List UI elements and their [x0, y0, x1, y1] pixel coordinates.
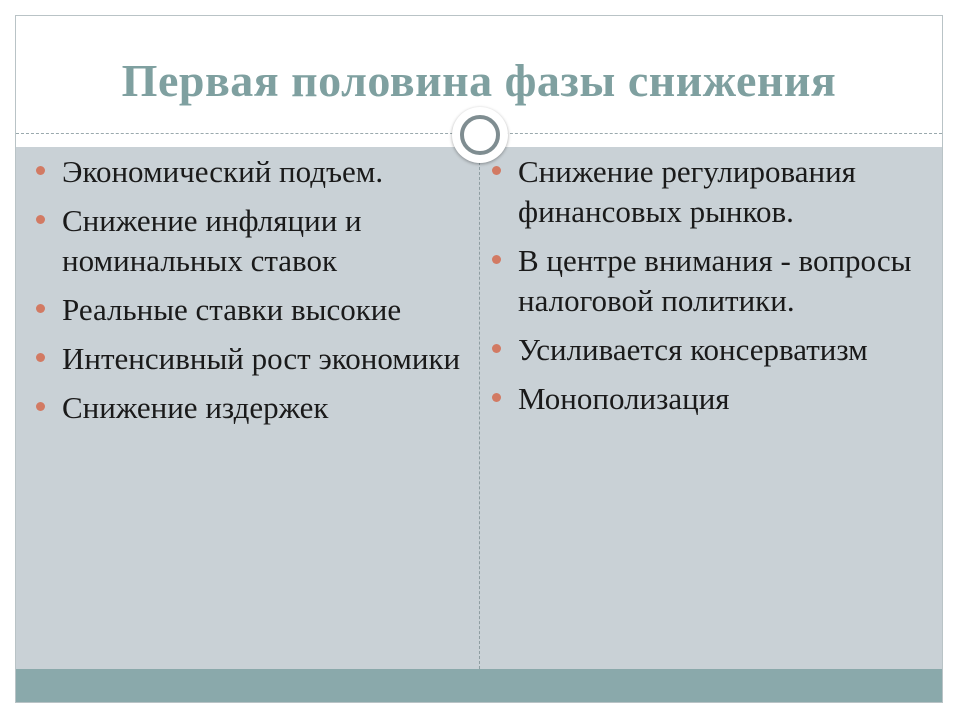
list-item: [490, 152, 930, 232]
list-item: [490, 379, 930, 419]
list-item-text: Снижение регулирования финансовых рынков.: [518, 154, 856, 229]
list-item-text: В центре внимания - вопросы налоговой политики.: [518, 243, 912, 318]
list-item: [34, 201, 474, 281]
bullet-icon: [492, 166, 501, 175]
list-item-text: Интенсивный рост экономики: [62, 341, 461, 376]
list-item: [34, 152, 474, 192]
list-item: [490, 241, 930, 321]
list-item: [34, 388, 474, 428]
slide-title: Первая половина фазы снижения: [121, 55, 837, 106]
bullet-icon: [492, 344, 501, 353]
list-item-text: Усиливается консерватизм: [518, 332, 868, 367]
list-item-text: Снижение инфляции и номинальных ставок: [62, 203, 362, 278]
list-item-text: Экономический подъем.: [62, 154, 384, 189]
column-divider: [479, 147, 480, 669]
bullet-icon: [36, 353, 45, 362]
bullet-icon: [36, 215, 45, 224]
ring-icon: [460, 115, 500, 155]
bullet-icon: [492, 255, 501, 264]
bullet-icon: [36, 166, 45, 175]
bullet-icon: [36, 402, 45, 411]
list-item: [490, 330, 930, 370]
bullet-icon: [492, 393, 501, 402]
list-item-text: Снижение издержек: [62, 390, 329, 425]
bullet-icon: [36, 304, 45, 313]
list-item-text: Монополизация: [518, 381, 730, 416]
list-item-text: Реальные ставки высокие: [62, 292, 402, 327]
list-item: [34, 339, 474, 379]
left-column-list: [34, 152, 474, 437]
footer-band: [16, 669, 942, 702]
right-column-list: [490, 152, 930, 428]
list-item: [34, 290, 474, 330]
